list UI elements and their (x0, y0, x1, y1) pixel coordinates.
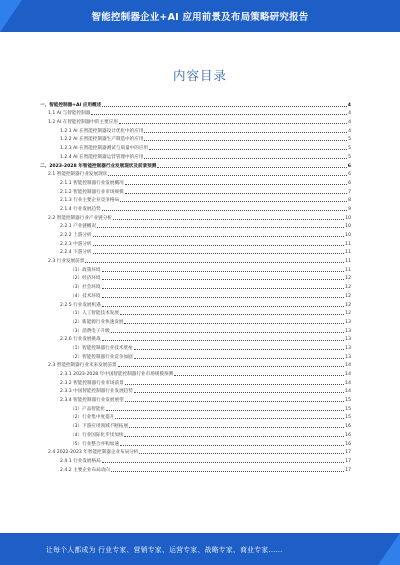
toc-entry-text: 2.2 智能控制器行业产业链分析 (48, 215, 112, 221)
toc-entry-text: （1）产品智能化 (70, 406, 106, 412)
toc-entry[interactable] (40, 186, 351, 195)
toc-entry-text: 2.4.2 主要企业布局动向 (60, 467, 110, 473)
toc-entry-text: 2.3 智能控制器行业未来发展前景 (48, 363, 117, 369)
toc-entry-text: （4）行业国际化步伐加快 (70, 432, 124, 438)
toc-entry[interactable] (40, 212, 351, 221)
toc-entry[interactable] (40, 238, 351, 247)
toc-page-number: 14 (345, 380, 351, 386)
toc-leader-dots (120, 200, 347, 202)
toc-page-number: 10 (345, 215, 351, 221)
header-title: 智能控制器企业+AI 应用前景及布局策略研究报告 (91, 12, 309, 23)
toc-entry[interactable] (40, 438, 351, 447)
toc-entry-text: 2.1.1 智能控制器行业发展概况 (60, 180, 124, 186)
toc-leader-dots (102, 270, 345, 272)
toc-entry-text: 2.2.1 产业链概况 (60, 224, 97, 230)
toc-leader-dots (125, 400, 344, 402)
toc-entry-text: 1.2.4 AI 在智能控制器运营管理中的应用 (60, 154, 144, 160)
toc-leader-dots (134, 391, 344, 393)
toc-entry-text: 2.2.6 行业发展挑战 (60, 337, 101, 343)
toc-entry-text: （4）技术环境 (70, 293, 101, 299)
toc-leader-dots (120, 444, 344, 446)
toc-entry[interactable] (40, 229, 351, 238)
toc-leader-dots (108, 174, 347, 176)
toc-page-number: 11 (345, 259, 351, 265)
toc-entry[interactable] (40, 403, 351, 412)
toc-leader-dots (115, 417, 344, 419)
toc-page-number: 10 (345, 233, 351, 238)
toc-page-number: 4 (348, 128, 351, 134)
toc-entry[interactable] (40, 377, 351, 386)
toc-entry-text: 2.1.2 智能控制器行业市场规模 (60, 189, 124, 195)
toc-leader-dots (134, 357, 344, 359)
toc-leader-dots (149, 148, 347, 150)
toc-entry-text: 2.3.1 2023-2028 年中国智能控制器行业市场规模预测 (60, 372, 174, 377)
toc-entry-text: 1.1 AI 与智能控制器 (48, 111, 91, 117)
toc-entry-text: （1）政策环境 (70, 267, 101, 273)
toc-entry-text: 2.2.4 下游分析 (60, 250, 92, 256)
toc-leader-dots (144, 139, 347, 141)
toc-entry[interactable] (40, 351, 351, 360)
toc-leader-dots (102, 209, 347, 211)
toc-entry-text: 2.3.3 中国智能控制器行业发展趋势 (60, 389, 133, 395)
toc-entry-text: 2.2.5 行业发展机遇 (60, 302, 101, 308)
toc-page-number: 13 (345, 354, 351, 360)
toc-leader-dots (102, 296, 345, 298)
toc-page-number: 16 (345, 432, 351, 438)
toc-page-number: 10 (345, 224, 351, 230)
toc-page-number: 4 (347, 102, 351, 108)
toc-entry[interactable] (40, 334, 351, 343)
toc-entry-text: （3）社会环境 (70, 285, 101, 291)
toc-page-number: 12 (345, 311, 351, 317)
page-footer (0, 533, 400, 565)
toc-entry[interactable] (40, 151, 351, 160)
toc-entry[interactable] (40, 420, 351, 429)
toc-entry[interactable] (40, 134, 351, 143)
toc-page-number: 17 (345, 467, 351, 473)
toc-page-number: 13 (345, 328, 351, 334)
toc-entry-text: 2.3.2 智能控制器行业市场前景 (60, 380, 124, 386)
toc-entry[interactable] (40, 221, 351, 230)
toc-entry[interactable] (40, 308, 351, 317)
toc-leader-dots (125, 383, 344, 385)
toc-leader-dots (139, 452, 344, 454)
toc-entry[interactable] (40, 142, 351, 151)
toc-leader-dots (102, 305, 344, 307)
toc-entry[interactable] (40, 299, 351, 308)
toc-entry-text: 一、智能控制器+AI 应用概述 (40, 102, 102, 108)
toc-entry[interactable] (40, 247, 351, 256)
toc-leader-dots (93, 235, 345, 237)
toc-entry[interactable] (40, 108, 351, 117)
toc-leader-dots (144, 131, 347, 133)
toc-page-number: 11 (345, 267, 351, 273)
toc-leader-dots (102, 339, 344, 341)
toc-leader-dots (124, 322, 344, 324)
toc-entry-text: （2）经济环境 (70, 276, 101, 282)
toc-page-number: 8 (348, 198, 351, 204)
page-header (0, 0, 400, 32)
footer-slogan: 让每个人都成为 行业专家、营销专家、运营专家、战略专家、商业专家…… (46, 546, 283, 554)
toc-page-number: 6 (348, 180, 351, 186)
toc-entry-text: 2.3 行业发展前景 (48, 259, 85, 265)
toc-leader-dots (119, 122, 347, 124)
toc-entry[interactable] (40, 264, 351, 273)
toc-entry[interactable] (40, 125, 351, 134)
toc-page-number: 12 (345, 285, 351, 291)
toc-page-number: 4 (348, 120, 351, 126)
toc-page-number: 4 (348, 111, 351, 117)
toc-page-number: 16 (345, 424, 351, 430)
toc-entry-text: （2）智能控制器行业竞争加剧 (70, 354, 133, 360)
toc-entry[interactable] (40, 316, 351, 325)
toc-page-number: 14 (345, 363, 351, 369)
toc-entry[interactable] (40, 203, 351, 212)
toc-entry[interactable] (40, 412, 351, 421)
toc-entry-text: 1.2.3 AI 在智能控制器测试与质量中的应用 (60, 146, 149, 152)
toc-entry[interactable] (40, 464, 351, 473)
toc-entry-text: 2.2.2 上游分析 (60, 233, 92, 238)
toc-entry-text: 二、2023-2028 年智能控制器行业发展现状及前景预测 (40, 163, 157, 169)
toc-entry-text: （2）行业集中度提升 (70, 415, 115, 421)
table-of-contents (40, 99, 351, 473)
toc-page-number: 5 (348, 137, 351, 143)
toc-leader-dots (102, 105, 347, 107)
toc-entry-text: 1.2.1 AI 在智能控制器设计优化中的应用 (60, 128, 144, 134)
toc-leader-dots (157, 166, 346, 168)
toc-page-number: 7 (348, 189, 351, 195)
toc-entry-text: 2.1.3 行业主要企业竞争格局 (60, 198, 120, 204)
toc-leader-dots (111, 470, 344, 472)
toc-entry-text: 2.2.3 中游分析 (60, 241, 92, 247)
toc-page-number: 13 (345, 345, 351, 351)
toc-entry-text: 1.2 AI 在智能控制器中的主要应用 (48, 120, 118, 126)
toc-entry-text: 1.2.2 AI 在智能控制器生产制造中的应用 (60, 137, 144, 143)
toc-entry[interactable] (40, 342, 351, 351)
toc-leader-dots (124, 435, 344, 437)
toc-page-number: 5 (348, 154, 351, 160)
toc-entry[interactable] (40, 386, 351, 395)
toc-page-number: 14 (345, 372, 351, 377)
toc-entry-text: （1）智能控制器行业技术壁垒 (70, 345, 133, 351)
toc-leader-dots (134, 348, 344, 350)
toc-leader-dots (102, 461, 344, 463)
toc-entry[interactable] (40, 255, 351, 264)
toc-page-number: 14 (345, 389, 351, 395)
toc-entry-text: 2.1 智能控制器行业发展现状 (48, 172, 108, 178)
toc-heading: 内容目录 (172, 68, 227, 83)
toc-entry[interactable] (40, 177, 351, 186)
toc-page-number: 16 (345, 441, 351, 447)
toc-entry-text: （5）行业整合并购加速 (70, 441, 119, 447)
toc-entry-text: 2.3.4 智能控制器行业发展展望 (60, 398, 124, 404)
toc-entry[interactable] (40, 394, 351, 403)
toc-leader-dots (125, 192, 347, 194)
toc-page-number: 9 (348, 206, 351, 212)
footer-accent-shape (378, 533, 400, 565)
toc-page-number: 5 (348, 146, 351, 152)
toc-page-number: 17 (345, 458, 351, 464)
toc-page-number: 15 (345, 415, 351, 421)
toc-leader-dots (129, 426, 344, 428)
toc-entry[interactable] (40, 273, 351, 282)
toc-page-number: 15 (345, 406, 351, 412)
toc-entry[interactable] (40, 160, 351, 169)
toc-leader-dots (118, 365, 345, 367)
toc-leader-dots (97, 226, 344, 228)
toc-page-number: 11 (345, 250, 351, 256)
toc-leader-dots (113, 218, 344, 220)
toc-leader-dots (91, 113, 347, 115)
toc-leader-dots (106, 409, 344, 411)
toc-entry[interactable] (40, 447, 351, 456)
toc-entry[interactable] (40, 195, 351, 204)
toc-entry[interactable] (40, 455, 351, 464)
toc-entry-text: （3）下游应用领域不断拓展 (70, 424, 129, 430)
toc-leader-dots (85, 261, 344, 263)
toc-leader-dots (93, 252, 345, 254)
toc-entry-text: 2.4 2022-2023 年智能控制器企业布局分析 (48, 450, 139, 456)
toc-entry-text: （1）人工智能技术发展 (70, 311, 119, 317)
toc-entry[interactable] (40, 360, 351, 369)
toc-leader-dots (144, 157, 347, 159)
toc-page-number: 12 (345, 276, 351, 282)
toc-leader-dots (111, 331, 344, 333)
toc-page-number: 11 (345, 241, 351, 247)
toc-entry-text: 2.1.4 行业发展趋势 (60, 206, 101, 212)
toc-entry-text: （3）消费电子升级 (70, 328, 110, 334)
toc-leader-dots (120, 313, 344, 315)
toc-entry[interactable] (40, 281, 351, 290)
toc-entry[interactable] (40, 290, 351, 299)
toc-page-number: 15 (345, 398, 351, 404)
toc-entry[interactable] (40, 169, 351, 178)
toc-leader-dots (102, 278, 345, 280)
toc-entry-text: （2）新能源行业快速发展 (70, 319, 124, 325)
toc-entry[interactable] (40, 429, 351, 438)
toc-leader-dots (102, 287, 345, 289)
toc-leader-dots (93, 244, 345, 246)
toc-page-number: 6 (348, 172, 351, 178)
toc-entry-text: 2.4.1 行业发展格局 (60, 458, 101, 464)
toc-page-number: 17 (345, 450, 351, 456)
toc-entry[interactable] (40, 368, 351, 377)
toc-leader-dots (125, 183, 347, 185)
toc-page-number: 13 (345, 319, 351, 325)
toc-entry[interactable] (40, 116, 351, 125)
toc-entry[interactable] (40, 99, 351, 108)
toc-page-number: 12 (345, 293, 351, 299)
toc-leader-dots (174, 374, 344, 376)
toc-page-number: 6 (347, 163, 351, 169)
toc-page-number: 12 (345, 302, 351, 308)
toc-page-number: 13 (345, 337, 351, 343)
toc-entry[interactable] (40, 325, 351, 334)
